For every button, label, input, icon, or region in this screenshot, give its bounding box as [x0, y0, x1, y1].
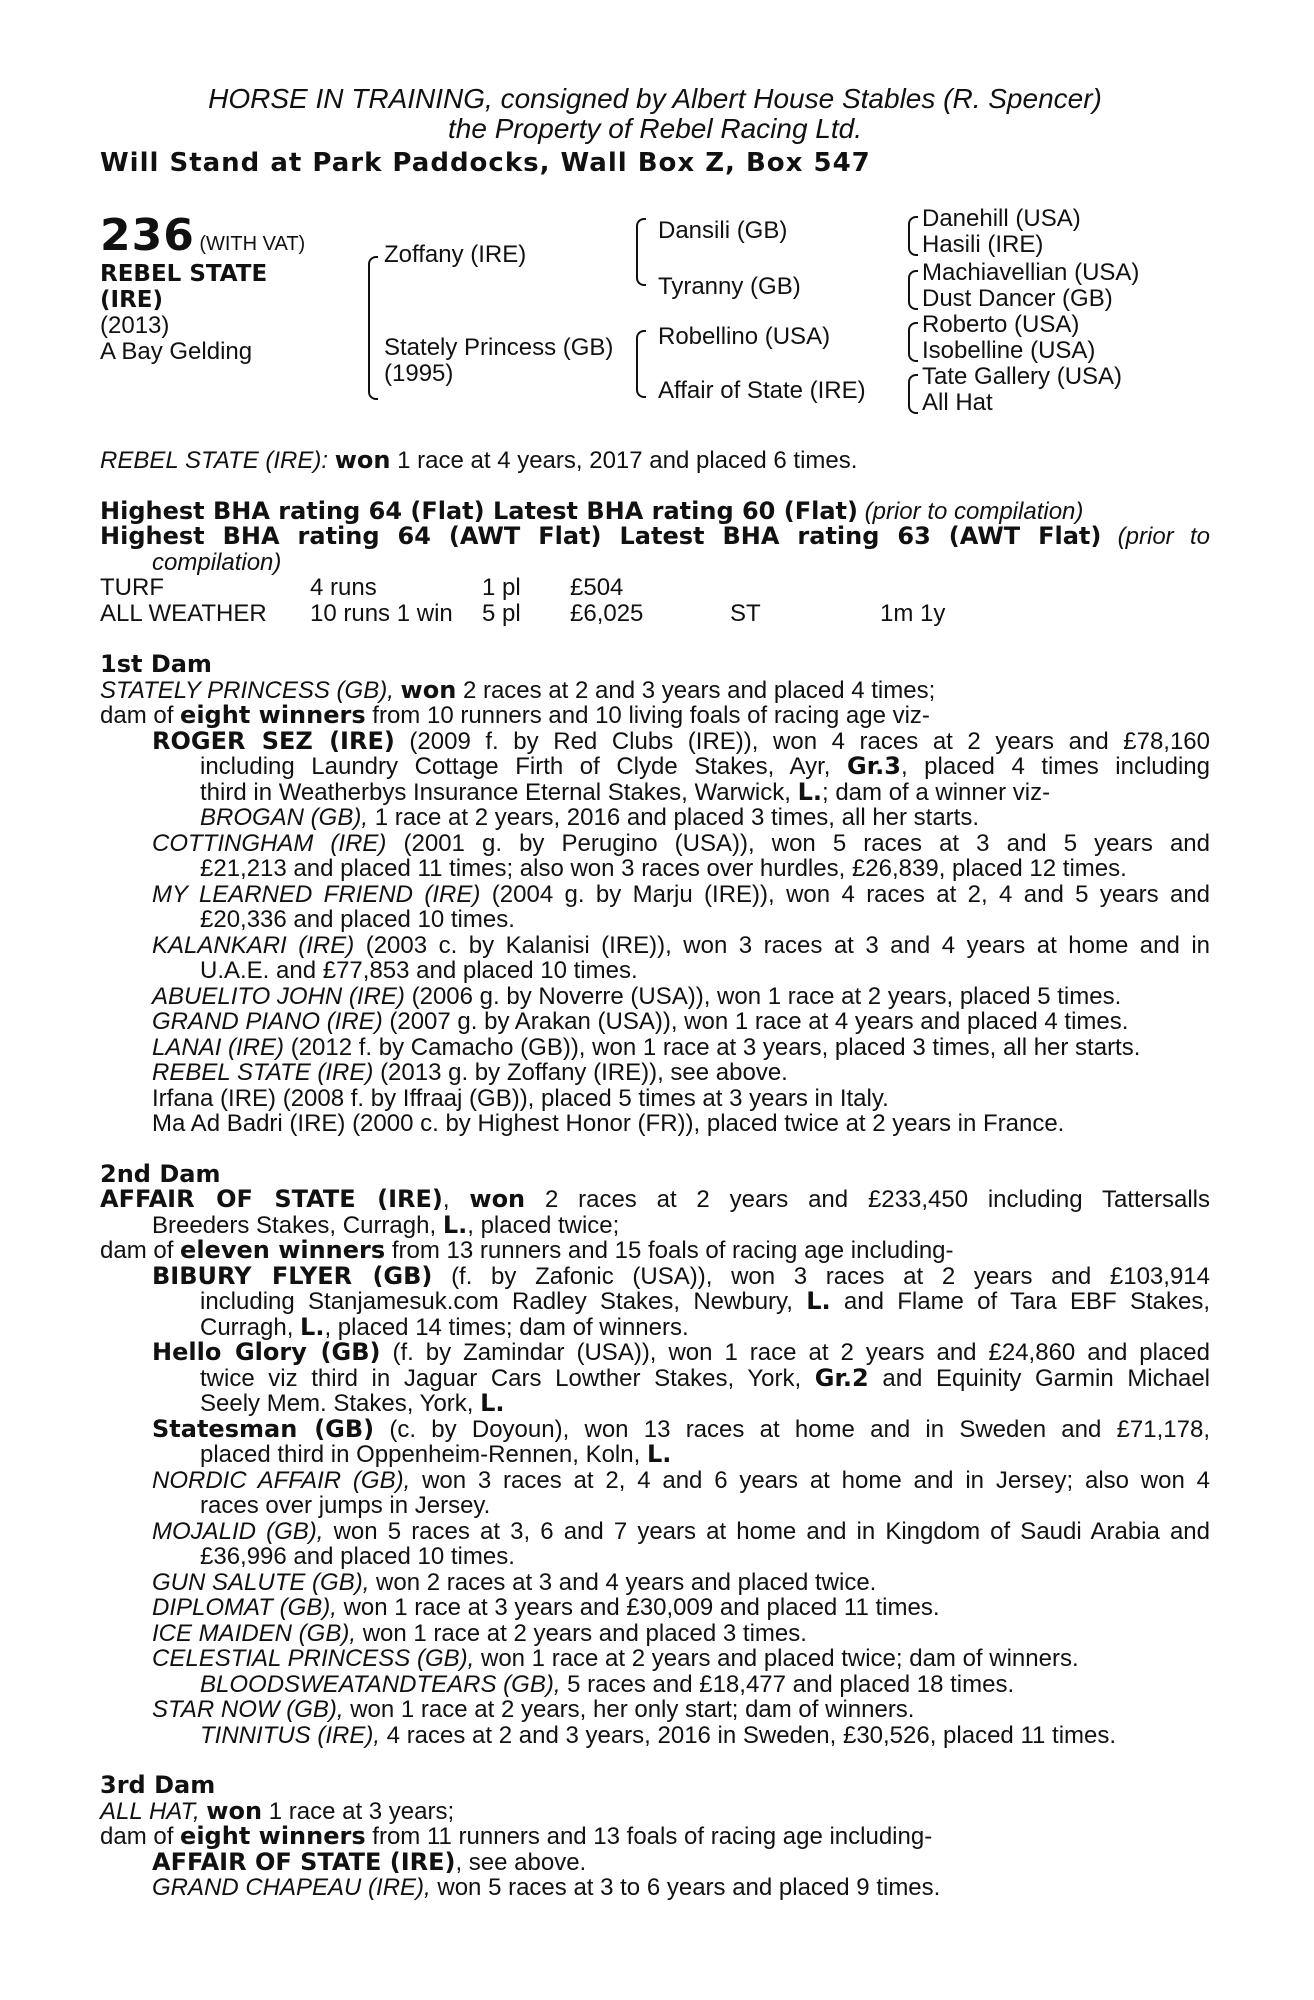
progeny-irfana: Irfana (IRE) (2008 f. by Iffraaj (GB)), placed 5 times at 3 years in Italy.: [152, 1084, 889, 1112]
second-dam-heading: 2nd Dam: [100, 1159, 221, 1188]
aw-money: £6,025: [570, 600, 644, 627]
foaling-year: (2013): [100, 312, 170, 339]
turf-runs: 4 runs: [310, 574, 377, 601]
header-consignor: HORSE IN TRAINING, consigned by Albert House Stables (R. Spencer): [208, 83, 1102, 114]
progeny-rebel-state: REBEL STATE (IRE) (2013 g. by Zoffany (IRE)), see above.: [152, 1059, 788, 1086]
dam-sire: Robellino (USA): [658, 323, 831, 350]
progeny-star-now: STAR NOW (GB), won 1 race at 2 years, her only start; dam of winners.: [152, 1696, 915, 1723]
dam-sire-sire: Roberto (USA): [922, 311, 1080, 338]
race-stats: [100, 575, 1210, 627]
dam-dam-sire: Tate Gallery (USA): [922, 363, 1123, 390]
progeny-gun-salute: GUN SALUTE (GB), won 2 races at 3 and 4 years and placed twice.: [152, 1568, 877, 1596]
third-dam-heading: 3rd Dam: [100, 1771, 216, 1799]
progeny-nordic-affair: NORDIC AFFAIR (GB), won 3 races at 2, 4 and 6 years at home and in Jersey; also won 4: [152, 1466, 1210, 1494]
turf-placed: 1 pl: [482, 574, 521, 601]
sire-dam-sire: Machiavellian (USA): [922, 259, 1140, 286]
lot-number: 236: [100, 210, 195, 261]
brace-c: [908, 322, 918, 362]
dam: Stately Princess (GB): [384, 334, 614, 361]
dam-sire-dam: Isobelline (USA): [922, 337, 1096, 364]
progeny-abuelito-john: ABUELITO JOHN (IRE) (2006 g. by Noverre (USA)), won 1 race at 2 years, placed 5 times.: [152, 982, 1122, 1010]
vat-note: (WITH VAT): [199, 233, 306, 255]
horse-description: A Bay Gelding: [100, 338, 253, 365]
progeny-ice-maiden: ICE MAIDEN (GB), won 1 race at 2 years and placed 3 times.: [152, 1619, 807, 1647]
sire-line-brace: [636, 218, 646, 286]
progeny-celestial-princess: CELESTIAL PRINCESS (GB), won 1 race at 2 years and placed twice; dam of winners.: [152, 1645, 1079, 1672]
rating-line-1: Highest BHA rating 64 (Flat) Latest BHA rating 60 (Flat) (prior to compilation): [100, 496, 1084, 525]
progeny-lanai: LANAI (IRE) (2012 f. by Camacho (GB)), won 1 race at 3 years, placed 3 times, all her starts.: [152, 1033, 1141, 1061]
progeny-grand-chapeau: GRAND CHAPEAU (IRE), won 5 races at 3 to 6 years and placed 9 times.: [152, 1874, 941, 1901]
progeny-statesman: Statesman (GB) (c. by Doyoun), won 13 races at home and in Sweden and £71,178,: [152, 1414, 1211, 1443]
second-dam-section: 2nd Dam AFFAIR OF STATE (IRE), won 2 races at 2 years and £233,450 including Tattersalls Breeders Stakes, Curragh, L., placed twice; dam of eleven winners from 13 runners and 15 foals of racing age including- BIBURY FLYER (GB) (f. by Zafonic (USA)), won 3 races at 2 years and £103,914 including Stanjamesuk.com Radley Stakes, Newbury, L. and Flame of Tara EBF Stakes, Curragh, L., placed 14 times; dam of winners. Hello Glory (GB) (f. by Zamindar (USA)), won 1 race at 2 years and £24,860 and placed twice viz third in Jaguar Cars Lowther Stakes, York, Gr.2 and Equinity Garmin Michael Seely Mem. Stakes, York, L. Statesman (GB) (c. by Doyoun), won 13 races at home and in Sweden and £71,178, placed third in Oppenheim-Rennen, Koln, L. NORDIC AFFAIR (GB), won 3 races at 2, 4 and 6 years at home and in Jersey; also won 4 races over jumps in Jersey. MOJALID (GB), won 5 races at 3, 6 and 7 years at home and in Kingdom of Saudi Arabia and £36,996 and placed 10 times. GUN SALUTE (GB), won 2 races at 3 and 4 years and placed twice. DIPLOMAT (GB), won 1 race at 3 years and £30,009 and placed 11 times. ICE MAIDEN (GB), won 1 race at 2 years and placed 3 times. CELESTIAL PRINCESS (GB), won 1 race at 2 years and placed twice; dam of winners. BLOODSWEATANDTEARS (GB), 5 races and £18,477 and placed 18 times. STAR NOW (GB), won 1 race at 2 years, her only start; dam of winners. TINNITUS (IRE), 4 races at 2 and 3 years, 2016 in Sweden, £30,526, placed 11 times.: [100, 1159, 1211, 1749]
sire-dam-dam: Dust Dancer (GB): [922, 285, 1113, 312]
first-dam-heading: 1st Dam: [100, 650, 212, 678]
turf-money: £504: [570, 574, 624, 601]
header-property: the Property of Rebel Racing Ltd.: [447, 113, 862, 144]
turf-label: TURF: [100, 574, 164, 601]
brace-b: [908, 270, 918, 310]
progeny-roger-sez: ROGER SEZ (IRE) (2009 f. by Red Clubs (IRE)), won 4 races at 2 years and £78,160: [152, 726, 1211, 755]
sire: Zoffany (IRE): [384, 241, 527, 268]
header-location: Will Stand at Park Paddocks, Wall Box Z, Box 547: [100, 148, 871, 178]
aw-placed: 5 pl: [482, 600, 521, 627]
first-dam-section: 1st Dam STATELY PRINCESS (GB), won 2 races at 2 and 3 years and placed 4 times; dam of eight winners from 10 runners and 10 living foals of racing age viz- ROGER SEZ (IRE) (2009 f. by Red Clubs (IRE)), won 4 races at 2 years and £78,160 including Laundry Cottage Firth of Clyde Stakes, Ayr, Gr.3, placed 4 times including third in Weatherbys Insurance Eternal Stakes, Warwick, L.; dam of a winner viz- BROGAN (GB), 1 race at 2 years, 2016 and placed 3 times, all her starts. COTTINGHAM (IRE) (2001 g. by Perugino (USA)), won 5 races at 3 and 5 years and £21,213 and placed 11 times; also won 3 races over hurdles, £26,839, placed 12 times. MY LEARNED FRIEND (IRE) (2004 g. by Marju (IRE)), won 4 races at 2, 4 and 5 years and £20,336 and placed 10 times. KALANKARI (IRE) (2003 c. by Kalanisi (IRE)), won 3 races at 3 and 4 years at home and in U.A.E. and £77,853 and placed 10 times. ABUELITO JOHN (IRE) (2006 g. by Noverre (USA)), won 1 race at 2 years, placed 5 times. GRAND PIANO (IRE) (2007 g. by Arakan (USA)), won 1 race at 4 years and placed 4 times. LANAI (IRE) (2012 f. by Camacho (GB)), won 1 race at 3 years, placed 3 times, all her starts. REBEL STATE (IRE) (2013 g. by Zoffany (IRE)), see above. Irfana (IRE) (2008 f. by Iffraaj (GB)), placed 5 times at 3 years in Italy. Ma Ad Badri (IRE) (2000 c. by Highest Honor (FR)), placed twice at 2 years in France.: [100, 650, 1211, 1137]
sire-dam-brace: [368, 256, 378, 400]
sire-sire-sire: Danehill (USA): [922, 205, 1081, 232]
progeny-hello-glory: Hello Glory (GB) (f. by Zamindar (USA)), won 1 race at 2 years and £24,860 and placed: [152, 1338, 1211, 1366]
brace-a: [908, 216, 918, 256]
rating-line-2-cont: compilation): [152, 548, 282, 576]
progeny-affair-of-state: AFFAIR OF STATE (IRE), see above.: [152, 1847, 587, 1876]
catalogue-page: [100, 84, 1210, 1901]
progeny-grand-piano: GRAND PIANO (IRE) (2007 g. by Arakan (USA)), won 1 race at 4 years and placed 4 times.: [152, 1008, 1129, 1035]
dam-year: (1995): [384, 360, 454, 387]
dam-dam: Affair of State (IRE): [658, 377, 866, 404]
aw-label: ALL WEATHER: [100, 600, 267, 627]
progeny-diplomat: DIPLOMAT (GB), won 1 race at 3 years and £30,009 and placed 11 times.: [152, 1594, 940, 1621]
horse-origin: (IRE): [100, 287, 164, 313]
aw-runs: 10 runs 1 win: [310, 600, 453, 627]
progeny-tinnitus: TINNITUS (IRE), 4 races at 2 and 3 years, 2016 in Sweden, £30,526, placed 11 times.: [200, 1721, 1117, 1749]
progeny-bloodsweatandtears: BLOODSWEATANDTEARS (GB), 5 races and £18,477 and placed 18 times.: [200, 1670, 1015, 1698]
progeny-brogan: BROGAN (GB), 1 race at 2 years, 2016 and placed 3 times, all her starts.: [200, 804, 980, 831]
brace-d: [908, 374, 918, 414]
progeny-cottingham: COTTINGHAM (IRE) (2001 g. by Perugino (USA)), won 5 races at 3 and 5 years and: [152, 829, 1210, 857]
progeny-bibury-flyer: BIBURY FLYER (GB) (f. by Zafonic (USA)), won 3 races at 2 years and £103,914: [152, 1261, 1210, 1290]
progeny-mojalid: MOJALID (GB), won 5 races at 3, 6 and 7 years at home and in Kingdom of Saudi Arabia and: [152, 1517, 1211, 1545]
progeny-kalankari: KALANKARI (IRE) (2003 c. by Kalanisi (IRE)), won 3 races at 3 and 4 years at home and in: [152, 931, 1211, 959]
sire-sire-dam: Hasili (IRE): [922, 231, 1044, 258]
rating-line-2: Highest BHA rating 64 (AWT Flat) Latest BHA rating 63 (AWT Flat) (prior to: [100, 522, 1210, 550]
progeny-my-learned-friend: MY LEARNED FRIEND (IRE) (2004 g. by Marju (IRE)), won 4 races at 2, 4 and 5 years and: [152, 880, 1211, 908]
dam-dam-dam: All Hat: [922, 389, 993, 416]
third-dam-section: 3rd Dam ALL HAT, won 1 race at 3 years; dam of eight winners from 11 runners and 13 foals of racing age including- AFFAIR OF STATE (IRE), see above. GRAND CHAPEAU (IRE), won 5 races at 3 to 6 years and placed 9 times.: [100, 1773, 1210, 1901]
lot-info: [100, 210, 305, 365]
race-summary: REBEL STATE (IRE): won 1 race at 4 years, 2017 and placed 6 times.: [100, 446, 858, 474]
pedigree-table: [100, 205, 1210, 440]
aw-distance: 1m 1y: [880, 600, 946, 627]
sire-sire: Dansili (GB): [658, 217, 788, 244]
horse-name: REBEL STATE: [100, 261, 268, 287]
dam-line-brace: [636, 330, 646, 398]
aw-surface: ST: [730, 600, 761, 627]
progeny-ma-ad-badri: Ma Ad Badri (IRE) (2000 c. by Highest Honor (FR)), placed twice at 2 years in France.: [152, 1110, 1065, 1137]
sire-dam: Tyranny (GB): [658, 273, 801, 300]
